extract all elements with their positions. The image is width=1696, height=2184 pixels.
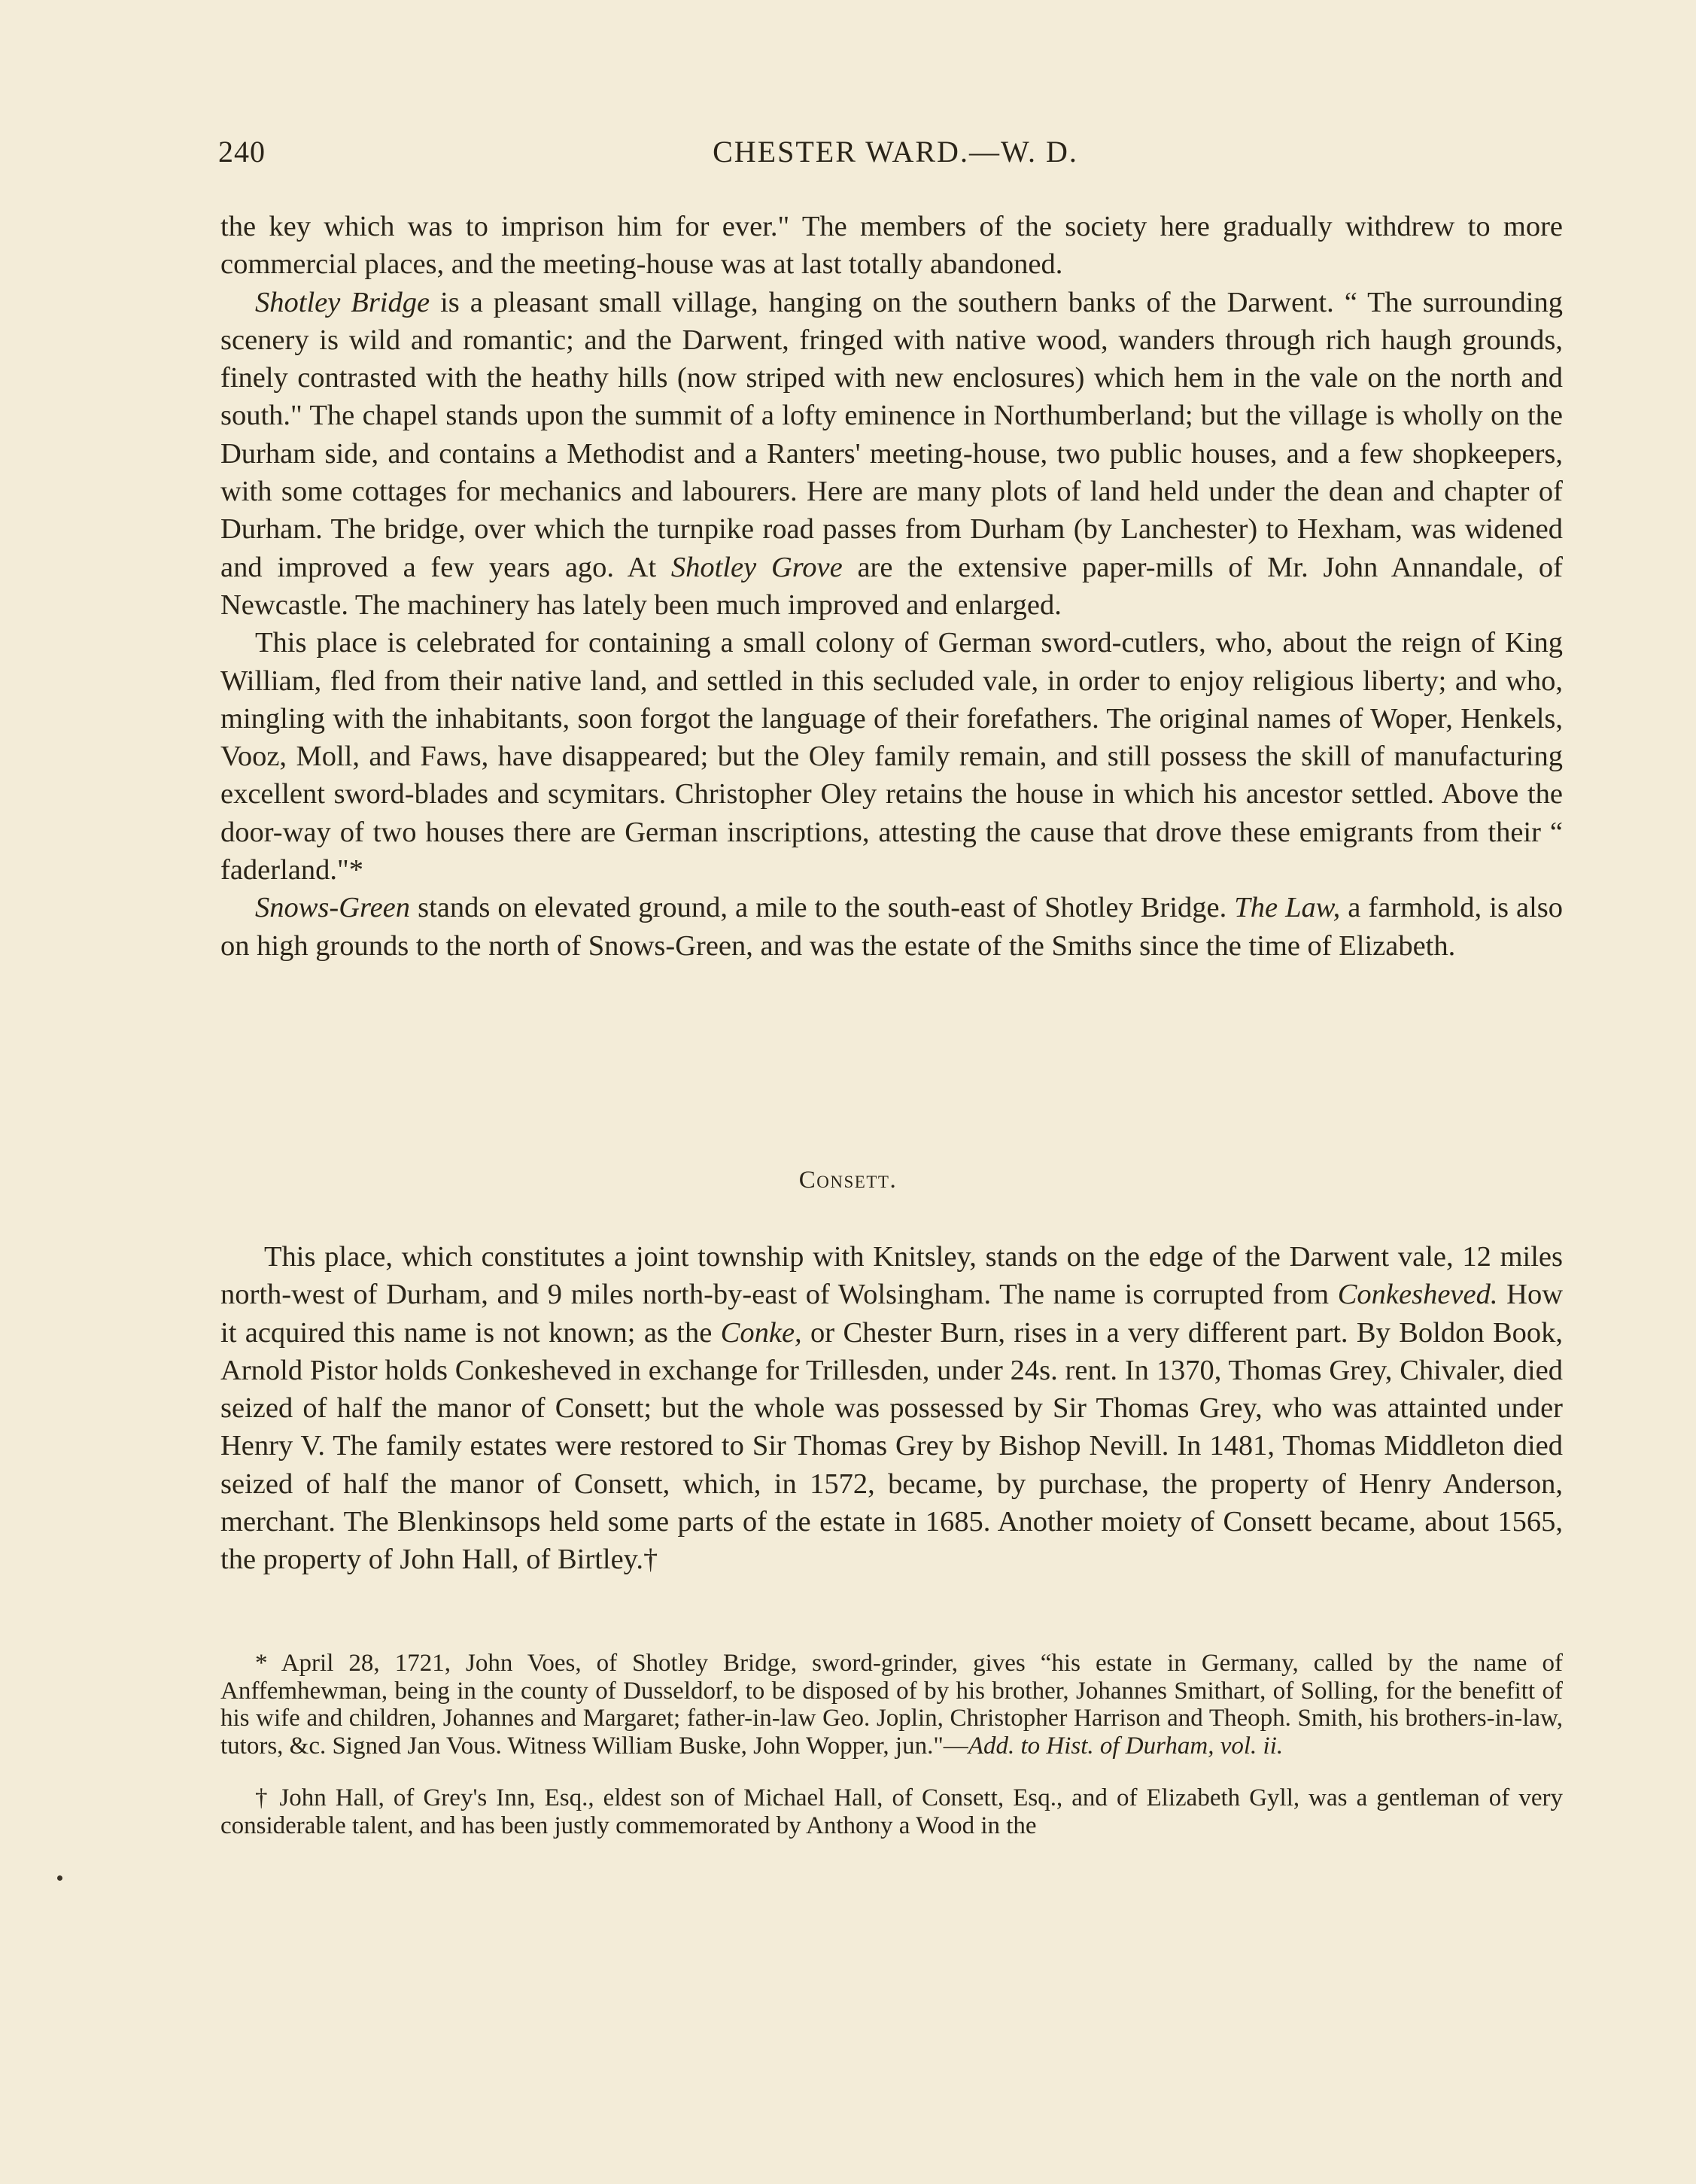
footnote-1	[220, 1650, 1563, 1760]
consett-text-c: or Chester Burn, rises in a very different part. By Boldon Book, Arnold Pistor holds Conkesheved in exchange for Trillesden, under 24s. rent. In 1370, Thomas Grey, Chivaler, died seized of half the manor of Consett; but the whole was possessed by Sir Thomas Grey, who was attainted under Henry V. The family estates were restored to Sir Thomas Grey by Bishop Nevill. In 1481, Thomas Middleton died seized of half the manor of Consett, which, in 1572, became, by purchase, the property of Henry Anderson, merchant. The Blenkinsops held some parts of the estate in 1685. Another moiety of Consett became, about 1565, the property of John Hall, of Birtley.†	[220, 1316, 1563, 1576]
paragraph-4-text-b: a farmhold, is also on high grounds to the north of Snows-Green, and was the estate of the Smiths since the time of Elizabeth.	[220, 892, 1564, 962]
paragraph-2	[220, 284, 1563, 625]
paragraph-2-text-b: are the extensive paper-mills of Mr. John Annandale, of Newcastle. The machinery has lately been much improved and enlarged.	[220, 551, 1564, 621]
paragraph-2-text-a: is a pleasant small village, hanging on the southern banks of the Darwent. “ The surrounding scenery is wild and romantic; and the Darwent, fringed with native wood, wanders through rich haugh grounds, finely contrasted with the heathy hills (now striped with new enclosures) which hem in the vale on the north and south." The chapel stands upon the summit of a lofty eminence in Northumberland; but the village is wholly on the Durham side, and contains a Methodist and a Ranters' meeting-house, two public houses, and a few shopkeepers, with some cottages for mechanics and labourers. Here are many plots of land held under the dean and chapter of Durham. The bridge, over which the turnpike road passes from Durham (by Lanchester) to Hexham, was widened and improved a few years ago. At	[220, 286, 1563, 583]
running-head: CHESTER WARD.—W. D.	[713, 135, 1078, 169]
footnote-1-citation: Add. to Hist. of Durham, vol. ii.	[968, 1732, 1284, 1760]
page-header	[218, 134, 1573, 179]
paragraph-3	[220, 624, 1563, 889]
snows-green-heading: Snows-Green	[255, 892, 411, 924]
consett-paragraph	[220, 1238, 1563, 1579]
paragraph-1	[220, 208, 1563, 284]
footnote-2-text: † John Hall, of Grey's Inn, Esq., eldest son of Michael Hall, of Consett, Esq., and of Elizabeth Gyll, was a gentleman of very considerable talent, and has been justly commemorated by Anthony a Wood in the	[220, 1784, 1563, 1839]
main-text	[220, 208, 1563, 965]
paragraph-3-text: This place is celebrated for containing a small colony of German sword-cutlers, who, about the reign of King William, fled from their native land, and settled in this secluded vale, in order to enjoy religious liberty; and who, mingling with the inhabitants, soon forgot the language of their forefathers. The original names of Woper, Henkels, Vooz, Moll, and Faws, have disappeared; but the Oley family remain, and still possess the skill of manufacturing excellent sword-blades and scymitars. Christopher Oley retains the house in which his ancestor settled. Above the door-way of two houses there are German inscriptions, attesting the cause that drove these emigrants from their “ faderland."*	[220, 627, 1563, 887]
footnote-2	[220, 1784, 1563, 1839]
conkesheved-term: Conkesheved.	[1337, 1279, 1498, 1311]
margin-ink-dot	[57, 1875, 62, 1881]
section-text	[220, 1238, 1563, 1579]
footnote-1-text: * April 28, 1721, John Voes, of Shotley Bridge, sword-grinder, gives “his estate in Germany, called by the name of Anffemhewman, being in the county of Dusseldorf, to be disposed of by his brother, Johannes Smithart, of Solling, for the benefitt of his wife and children, Johannes and Margaret; father-in-law Geo. Joplin, Christopher Harrison and Theoph. Smith, his brothers-in-law, tutors, &c. Signed Jan Vous. Witness William Buske, John Wopper, jun."—	[220, 1650, 1563, 1760]
the-law-term: The Law,	[1234, 892, 1341, 924]
consett-text-a: This place, which constitutes a joint township with Knitsley, stands on the edge of the Darwent vale, 12 miles north-west of Durham, and 9 miles north-by-east of Wolsingham. The name is corrupted from	[220, 1241, 1563, 1311]
page-number: 240	[218, 135, 266, 169]
section-title-consett: Consett.	[798, 1167, 898, 1194]
paragraph-1-text: the key which was to imprison him for ever." The members of the society here gradually withdrew to more commercial places, and the meeting-house was at last totally abandoned.	[220, 211, 1563, 281]
paragraph-4-text-a: stands on elevated ground, a mile to the south-east of Shotley Bridge.	[410, 892, 1235, 924]
footnotes	[220, 1650, 1563, 1840]
shotley-grove-term: Shotley Grove	[670, 551, 843, 583]
conke-term: Conke,	[720, 1316, 802, 1349]
consett-text-b: How it acquired this name is not known; as the	[220, 1279, 1564, 1349]
shotley-bridge-heading: Shotley Bridge	[255, 286, 430, 318]
paragraph-4	[220, 889, 1563, 965]
